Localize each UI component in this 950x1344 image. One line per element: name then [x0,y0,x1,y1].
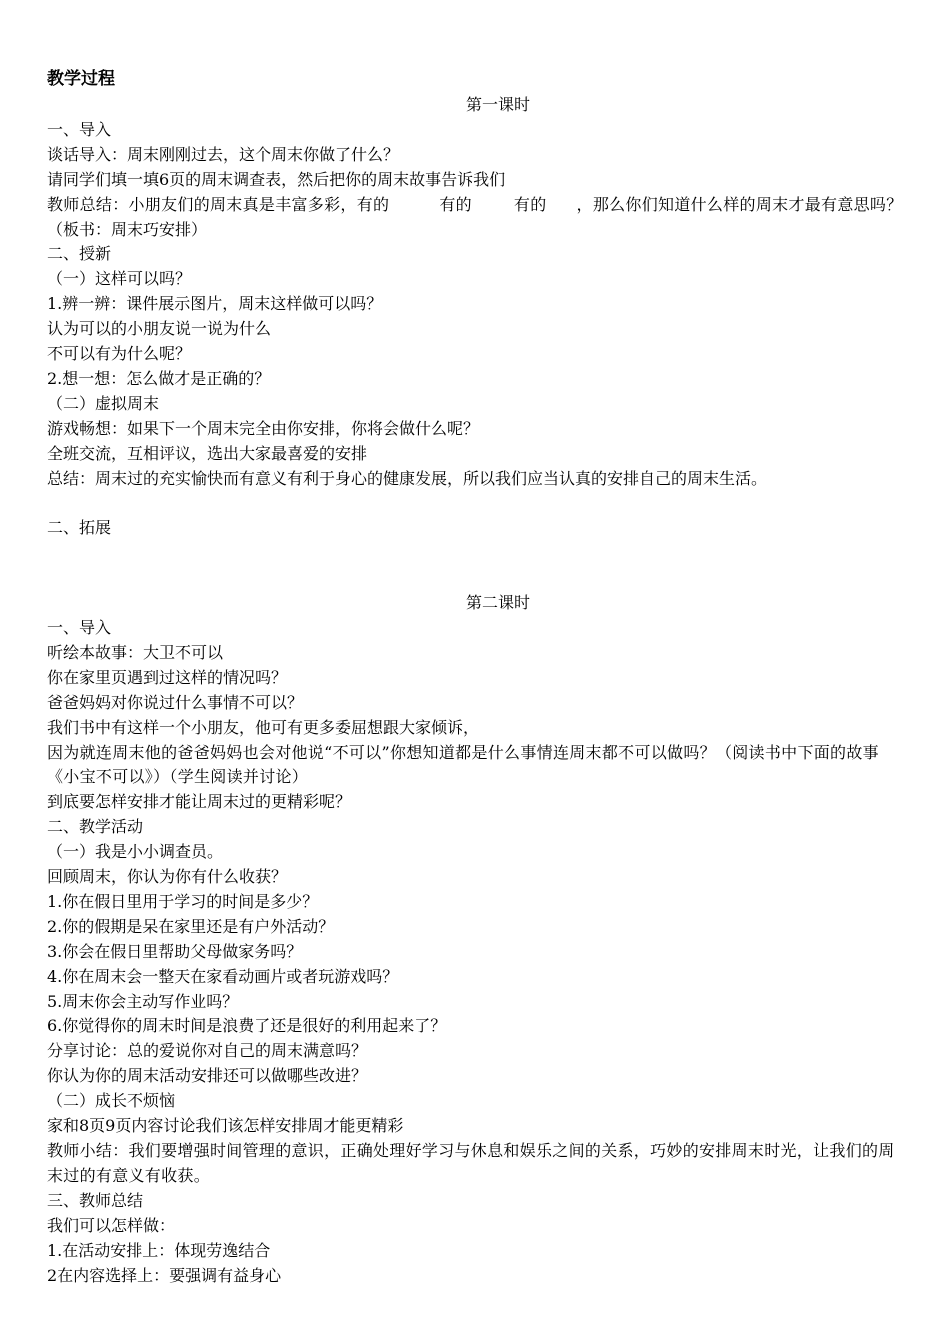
lesson2-activity-heading: 二、教学活动 [47,817,144,837]
lesson2-activity-item: （二）成长不烦恼 [47,1091,176,1111]
lesson1-new-heading: 二、授新 [47,244,112,264]
lesson2-activity-item: 分享讨论：总的爱说你对自己的周末满意吗？ [47,1041,368,1061]
lesson1-intro-heading: 一、导入 [47,119,112,139]
lesson2-activity-item: 1.你在假日里用于学习的时间是多少？ [47,891,319,911]
document-page [47,65,909,1288]
lesson2-intro-end: 到底要怎样安排才能让周末过的更精彩呢？ [47,792,352,812]
lesson2-conclusion-heading: 三、教师总结 [47,1190,144,1210]
lesson2-conclusion-item: 我们可以怎样做： [47,1215,176,1235]
lesson2-intro-line: 你在家里页遇到过这样的情况吗？ [47,667,288,687]
lesson1-new-item: 认为可以的小朋友说一说为什么 [47,319,272,339]
lesson2-intro-line: 爸爸妈妈对你说过什么事情不可以？ [47,692,304,712]
lesson2-conclusion-item: 1.在活动安排上：体现劳逸结合 [47,1240,271,1260]
lesson1-new-item: 2.想一想：怎么做才是正确的？ [47,368,271,388]
lesson1-new-item: 总结：周末过的充实愉快而有意义有利于身心的健康发展，所以我们应当认真的安排自己的周末生活。 [47,468,768,488]
lesson1-new-item: 游戏畅想：如果下一个周末完全由你安排，你将会做什么呢？ [47,418,480,438]
lesson1-teacher-summary [47,193,909,218]
lesson2-activity-item: 4.你在周末会一整天在家看动画片或者玩游戏吗？ [47,966,399,986]
summary-part: 有的 [439,194,472,214]
lesson1-board-note: （板书：周末巧安排） [47,219,208,239]
lesson2-activity-item: 3.你会在假日里帮助父母做家务吗？ [47,941,303,961]
lesson2-teacher-summary: 教师小结：我们要增强时间管理的意识，正确处理好学习与休息和娱乐之间的关系，巧妙的安排周末时光，让我们的周末过的有意义有收获。 [47,1141,895,1185]
lesson1-extend-heading: 二、拓展 [47,518,112,538]
lesson2-activity-item: 5.周末你会主动写作业吗？ [47,991,239,1011]
lesson1-new-item: 全班交流，互相评议，选出大家最喜爱的安排 [47,443,368,463]
lesson1-new-item: （一）这样可以吗？ [47,269,192,289]
lesson1-title: 第一课时 [465,95,530,114]
lesson1-intro-line: 谈话导入：周末刚刚过去，这个周末你做了什么？ [47,144,400,164]
document-title: 教学过程 [47,69,115,89]
summary-part: 教师总结：小朋友们的周末真是丰富多彩，有的 [47,194,390,214]
lesson2-intro-story: 因为就连周末他的爸爸妈妈也会对他说“不可以”你想知道都是什么事情连周末都不可以做吗？（阅读书中下面的故事《小宝不可以》）（学生阅读并讨论） [47,742,879,787]
lesson2-intro-heading: 一、导入 [47,617,112,637]
lesson1-new-item: 不可以有为什么呢？ [47,344,192,364]
lesson2-conclusion-item: 2在内容选择上：要强调有益身心 [47,1265,282,1285]
lesson2-activity-item: 2.你的假期是呆在家里还是有户外活动？ [47,916,335,936]
lesson1-intro-line: 请同学们填一填6页的周末调查表，然后把你的周末故事告诉我们 [47,169,506,189]
lesson1-new-item: 1.辨一辨：课件展示图片，周末这样做可以吗？ [47,294,383,314]
lesson2-activity-item: 6.你觉得你的周末时间是浪费了还是很好的利用起来了？ [47,1016,447,1036]
lesson2-intro-line: 听绘本故事：大卫不可以 [47,642,224,662]
summary-part: 有的 [513,194,547,214]
lesson1-new-item: （二）虚拟周末 [47,393,160,413]
summary-part: ，那么你们知道什么样的周末才最有意思吗？ [576,194,903,214]
lesson2-activity-item: （一）我是小小调查员。 [47,842,224,862]
lesson2-activity-item: 家和8页9页内容讨论我们该怎样安排周才能更精彩 [47,1116,404,1136]
lesson2-intro-line: 我们书中有这样一个小朋友，他可有更多委屈想跟大家倾诉， [47,717,480,737]
lesson2-activity-item: 回顾周末，你认为你有什么收获？ [47,867,288,887]
lesson2-activity-item: 你认为你的周末活动安排还可以做哪些改进？ [47,1066,368,1086]
lesson2-title: 第二课时 [465,593,530,613]
